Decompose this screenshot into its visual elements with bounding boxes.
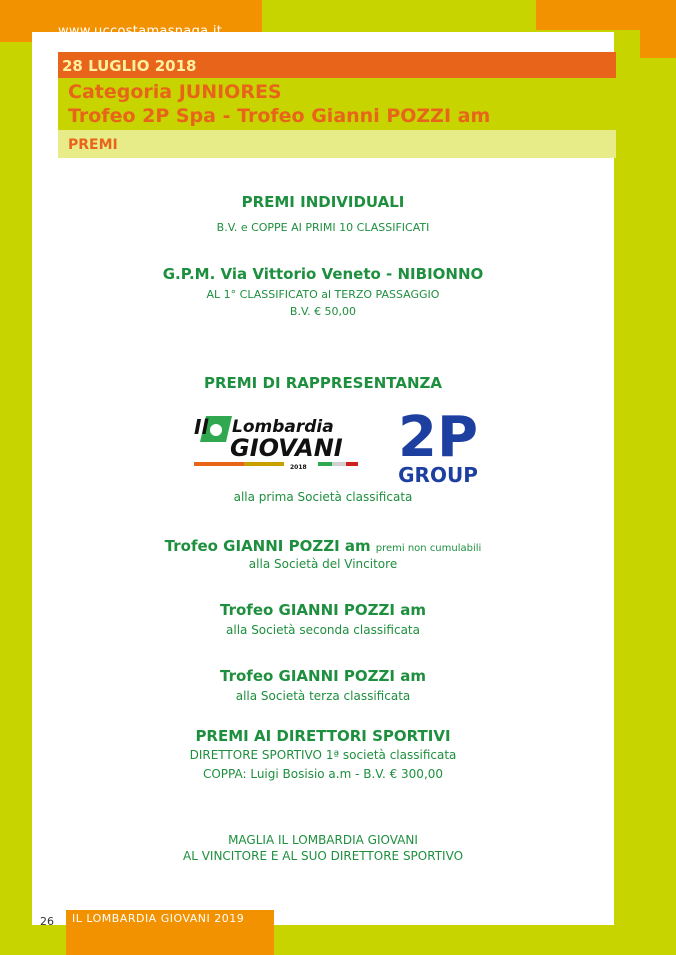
- corner-orange-block: [536, 0, 676, 30]
- page-number: 26: [40, 915, 54, 928]
- 2p-group-logo: [392, 400, 484, 486]
- site-url[interactable]: www.uccostamasnaga.it: [58, 24, 223, 39]
- section-bar: [58, 130, 616, 158]
- trofeo-1-sub: alla Società del Vincitore: [248, 557, 398, 571]
- 2p-group-logo-graphic: [392, 400, 484, 486]
- trofeo-1-line: [32, 536, 614, 555]
- lombardia-giovani-logo-graphic: [192, 412, 364, 472]
- corner-orange-block-small: [640, 30, 676, 58]
- direttori-sub-2: COPPA: Luigi Bosisio a.m - B.V. € 300,00: [202, 767, 444, 781]
- trofeo-1-title: Trofeo GIANNI POZZI am: [164, 537, 371, 555]
- content-sheet: [32, 32, 614, 925]
- trofeo-3-sub: alla Società terza classificata: [235, 689, 411, 703]
- maglia-line-1: MAGLIA IL LOMBARDIA GIOVANI: [228, 833, 418, 847]
- footer-publication: IL LOMBARDIA GIOVANI 2019: [72, 912, 245, 925]
- rappresentanza-title: PREMI DI RAPPRESENTANZA: [203, 374, 443, 392]
- gpm-sub-1: AL 1° CLASSIFICATO al TERZO PASSAGGIO: [206, 288, 440, 301]
- logo-2p-text: 2P: [397, 405, 479, 470]
- rappresentanza-sub: alla prima Società classificata: [233, 490, 413, 504]
- logo-giovani-text: GIOVANI: [230, 434, 343, 462]
- logo-il-text: Il: [194, 415, 209, 439]
- trophy-title: Trofeo 2P Spa - Trofeo Gianni POZZI am: [68, 105, 491, 127]
- trofeo-2-title: Trofeo GIANNI POZZI am: [220, 601, 426, 619]
- section-title: PREMI: [68, 137, 118, 153]
- trofeo-1-note: premi non cumulabili: [375, 543, 482, 554]
- trofeo-2-sub: alla Società seconda classificata: [226, 623, 420, 637]
- premi-individuali-sub: B.V. e COPPE AI PRIMI 10 CLASSIFICATI: [216, 221, 430, 234]
- direttori-sub-1: DIRETTORE SPORTIVO 1ª società classificata: [189, 748, 457, 762]
- lombardia-giovani-logo: [192, 412, 364, 472]
- gpm-title: G.P.M. Via Vittorio Veneto - NIBIONNO: [162, 265, 484, 283]
- logo-year-text: 2018: [290, 464, 307, 471]
- logo-lombardia-text: Lombardia: [232, 417, 334, 437]
- premi-individuali-title: PREMI INDIVIDUALI: [241, 193, 405, 211]
- direttori-title: PREMI AI DIRETTORI SPORTIVI: [195, 727, 451, 745]
- category-title: Categoria JUNIORES: [68, 81, 282, 103]
- gpm-sub-2: B.V. € 50,00: [289, 305, 357, 318]
- race-date: 28 LUGLIO 2018: [62, 57, 197, 75]
- trofeo-3-title: Trofeo GIANNI POZZI am: [220, 667, 426, 685]
- logo-group-text: GROUP: [398, 463, 478, 486]
- maglia-line-2: AL VINCITORE E AL SUO DIRETTORE SPORTIVO: [182, 849, 464, 863]
